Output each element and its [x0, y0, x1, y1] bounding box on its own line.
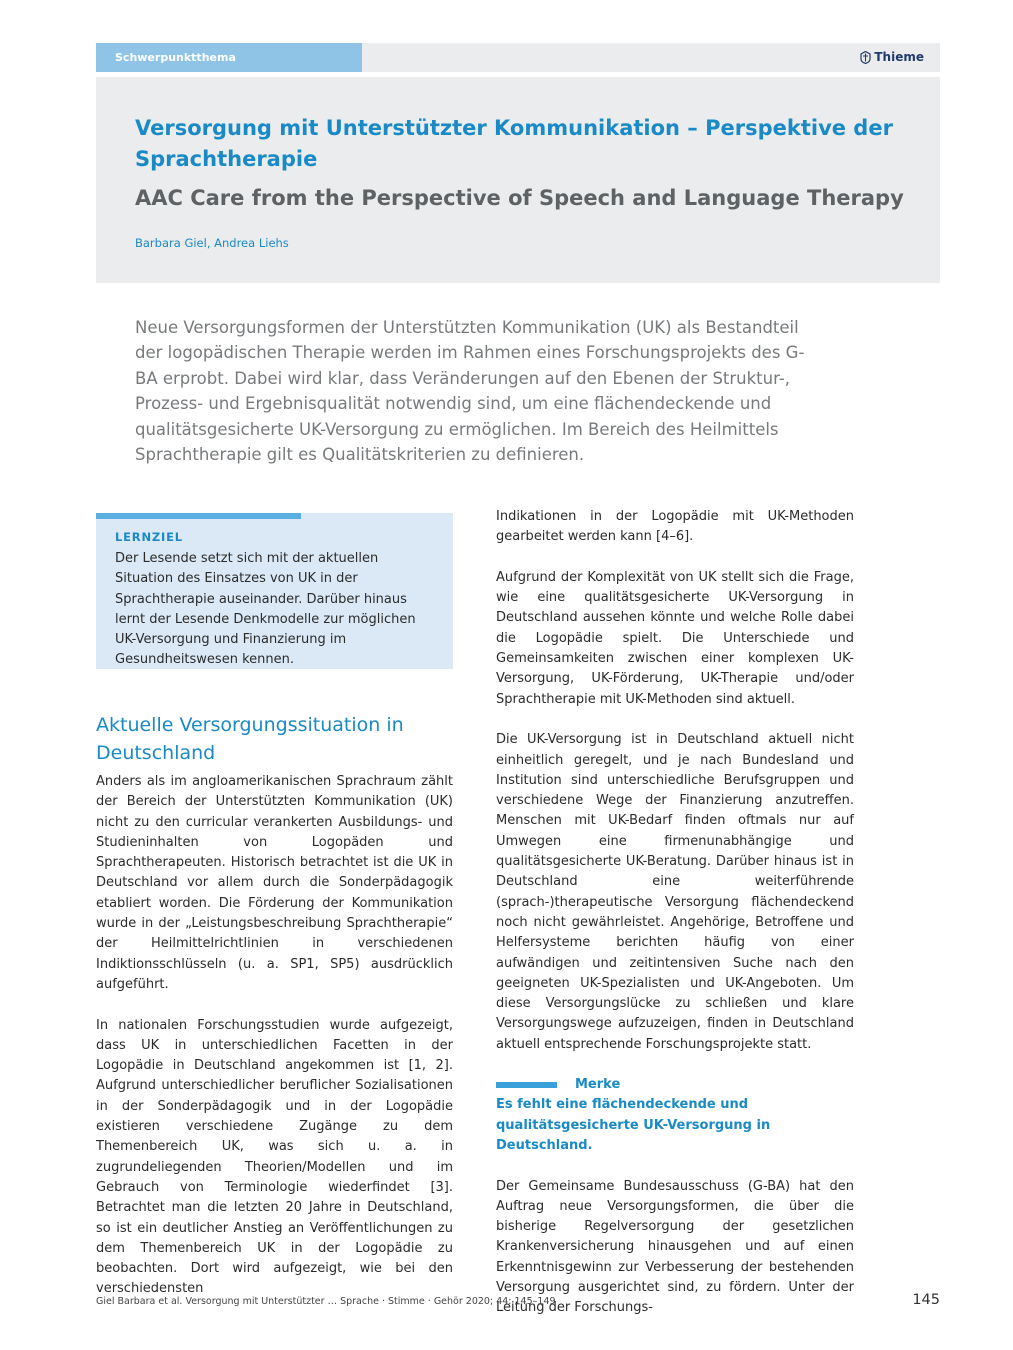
lernziel-box [96, 513, 453, 669]
title-block [96, 77, 940, 283]
paragraph: Anders als im angloamerikanischen Sprachraum zählt der Bereich der Unterstützten Kommunikation (UK) nicht zu den curricular verankerten Ausbildungs- und Studieninhalten von Logopäden und Sprachtherapeuten. Historisch betrachtet ist die UK in Deutschland vor allem durch die Sonderpädagogik etabliert worden. Die Förderung der Kommunikation wurde in der „Leistungsbeschreibung Sprachtherapie“ der Heilmittelrichtlinien in verschiedenen Indiktionsschlüsseln (u. a. SP1, SP5) ausdrücklich aufgeführt. [96, 774, 453, 992]
paragraph: Aufgrund der Komplexität von UK stellt sich die Frage, wie eine qualitätsgesicherte UK-Versorgung in Deutschland aussehen könnte und welche Rolle dabei die Logopädie spielt. Die Unterschiede und Gemeinsamkeiten zwischen einer komplexen UK-Versorgung, UK-Förderung, UK-Therapie und/oder Sprachtherapie mit UK-Methoden sind aktuell. [496, 569, 854, 707]
article-title-en: AAC Care from the Perspective of Speech and Language Therapy [135, 186, 904, 210]
left-column [96, 711, 453, 1320]
section-label: Schwerpunktthema [96, 43, 362, 72]
lernziel-accent-bar [96, 513, 301, 519]
page-number: 145 [912, 1292, 940, 1308]
paragraph: In nationalen Forschungsstudien wurde aufgezeigt, dass UK in unterschiedlichen Facetten in der Logopädie in Deutschland angekommen ist [1, 2]. Aufgrund unterschiedlicher beruflicher Sozialisationen in der Sonderpädagogik und in der Logopädie existieren verschiedene Zugänge zu dem Themenbereich UK, was sich u. a. in zugrundeliegenden Theorien/Modellen und im Gebrauch von Terminologie wiederfindet [3]. Betrachtet man die letzten 20 Jahre in Deutschland, so ist ein deutlicher Anstieg an Veröffentlichungen zu dem Themenbereich UK in der Logopädie zu beobachten. Dort wird aufgezeigt, wie bei den verschiedensten [96, 1017, 453, 1297]
merke-text: Es fehlt eine flächendeckende und qualitätsgesicherte UK-Versorgung in Deutschland. [496, 1097, 771, 1153]
paragraph: Die UK-Versorgung ist in Deutschland aktuell nicht einheitlich geregelt, und je nach Bundesland und Institution sind unterschiedliche Berufsgruppen und verschiedene Wege der Finanzierung anzutreffen. Menschen mit UK-Bedarf finden oftmals nur auf Umwegen eine firmenunabhängige und qualitätsgesicherte UK-Beratung. Darüber hinaus ist in Deutschland eine weiterführende (sprach-)therapeutische Versorgung flächendeckend noch nicht gewährleistet. Angehörige, Betroffene und Helfersysteme berichten häufig von einer aufwändigen und zeitintensiven Suche nach den geeigneten UK-Spezialisten und UK-Angeboten. Um diese Versorgungslücke zu schließen und klare Versorgungswege aufzuzeigen, finden in Deutschland aktuell entsprechende Forschungsprojekte statt. [496, 732, 854, 1052]
thieme-emblem-icon [860, 51, 871, 64]
lernziel-heading: LERNZIEL [115, 530, 183, 544]
article-title-de: Versorgung mit Unterstützter Kommunikation – Perspektive der Sprachtherapie [135, 116, 893, 171]
lernziel-text: Der Lesende setzt sich mit der aktuellen Situation des Einsatzes von UK in der Sprachtherapie auseinander. Darüber hinaus lernt der Lesende Denkmodelle zur möglichen UK-Versorgung und Finanzierung im Gesundheitswesen kennen. [115, 551, 416, 668]
right-column [496, 507, 854, 1339]
abstract: Neue Versorgungsformen der Unterstützten Kommunikation (UK) als Bestandteil der logopädischen Therapie werden im Rahmen eines Forschungsprojekts des G-BA erprobt. Dabei wird klar, dass Veränderungen auf den Ebenen der Struktur-, Prozess- und Ergebnisqualität notwendig sind, um eine flächendeckende und qualitätsgesicherte UK-Versorgung zu ermöglichen. Im Bereich des Heilmittels Sprachtherapie gilt es Qualitätskriterien zu definieren. [135, 318, 805, 465]
merke-box [496, 1075, 854, 1156]
authors: Barbara Giel, Andrea Liehs [135, 236, 289, 250]
paragraph: Indikationen in der Logopädie mit UK-Methoden gearbeitet werden kann [4–6]. [496, 509, 854, 545]
merke-label: Merke [575, 1077, 621, 1093]
merke-accent-bar [496, 1082, 557, 1088]
publisher-logo [860, 43, 924, 72]
publisher-name: Thieme [874, 50, 924, 64]
paragraph: Der Gemeinsame Bundesausschuss (G-BA) hat den Auftrag neue Versorgungsformen, die über die bisherige Regelversorgung der gesetzlichen Krankenversicherung hinausgehen und auf einen Erkenntnisgewinn zur Verbesserung der bestehenden Versorgung ausgerichtet sind, zu fördern. Unter der Leitung der Forschungs- [496, 1178, 854, 1316]
section-heading: Aktuelle Versorgungssituation in Deutschland [96, 714, 404, 764]
top-header-bar [96, 43, 940, 72]
footer-citation: Giel Barbara et al. Versorgung mit Unterstützter … Sprache · Stimme · Gehör 2020; 44: 145–149 [96, 1296, 556, 1307]
